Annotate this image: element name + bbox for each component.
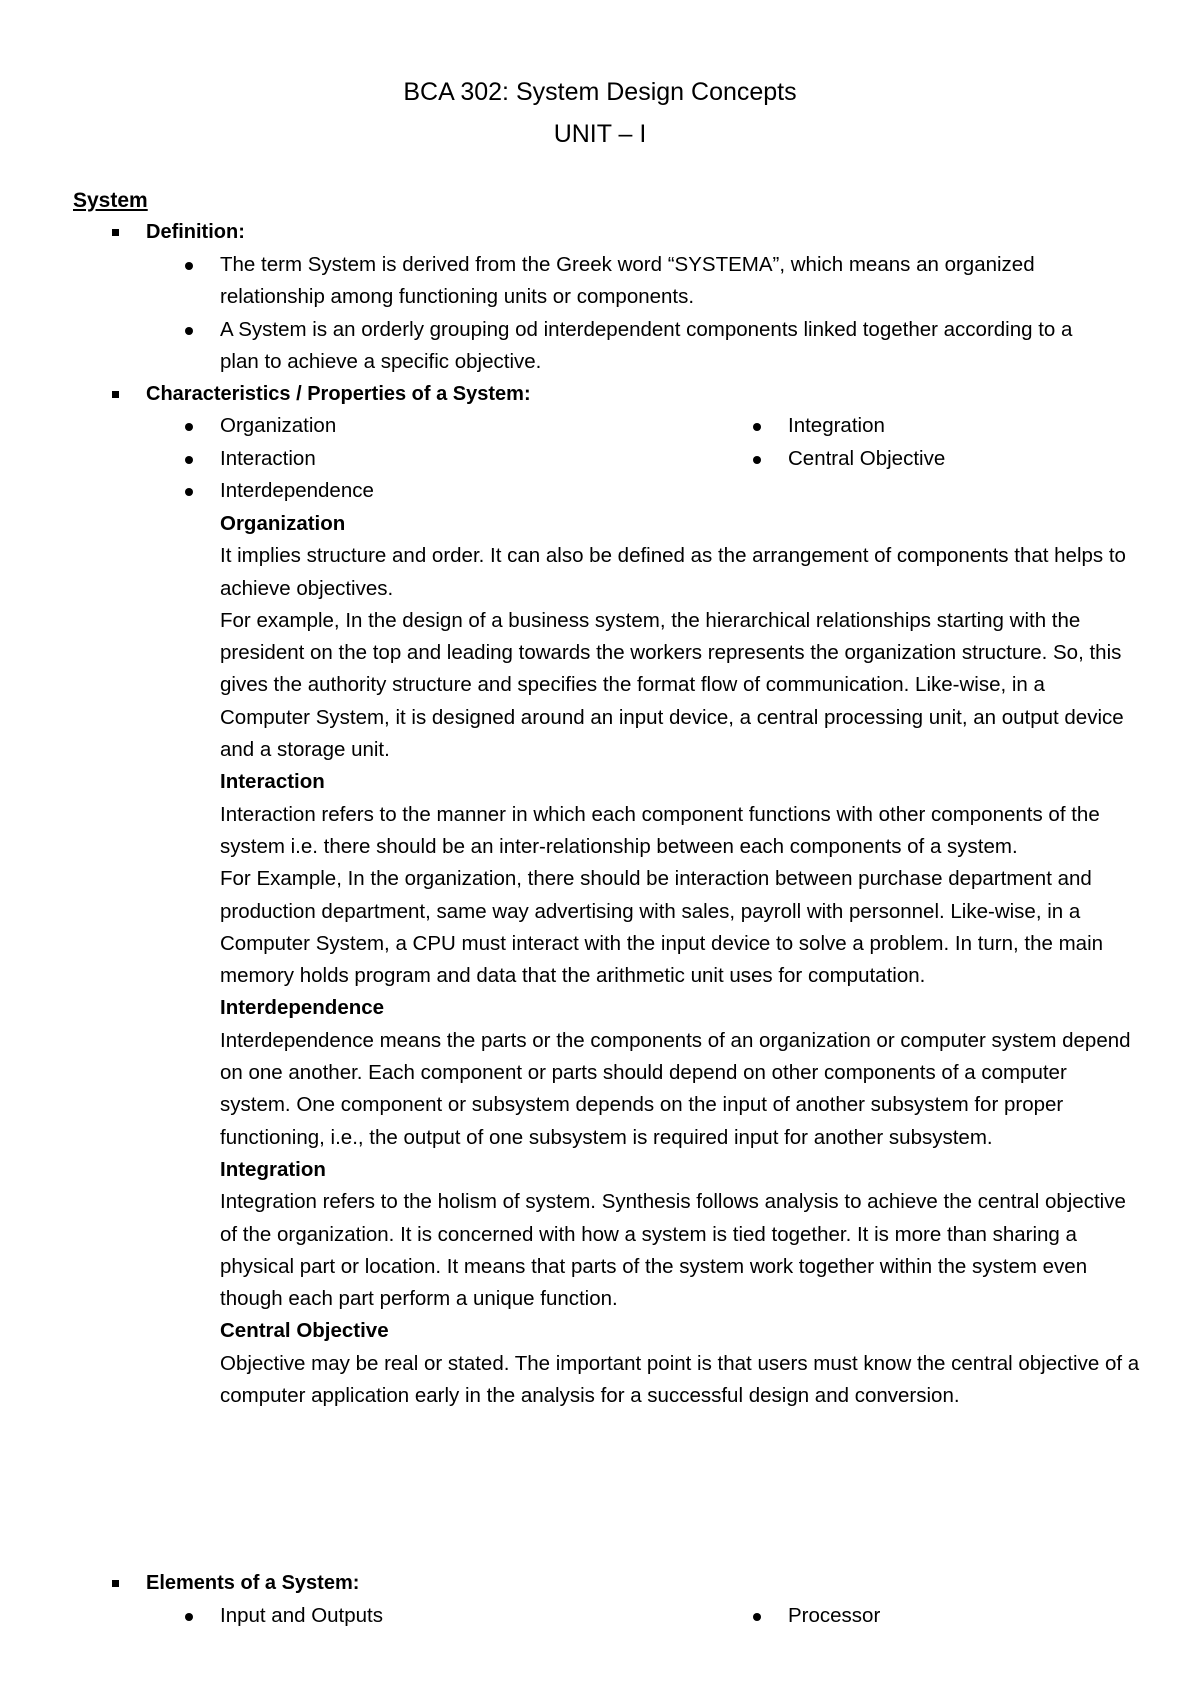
round-bullet-icon [185,423,193,431]
organization-paragraph-2: For example, In the design of a business system, the hierarchical relationships starting with the president on the top and leading towards the workers represents the organization structure. So, this gives the authority structure and specifies the format flow of communication. Like-wise, in a Computer System, it is designed around an input device, a central processing unit, an output device and a storage unit. [220,608,1124,762]
organization-heading: Organization [220,512,346,535]
central-objective-paragraph: Objective may be real or stated. The important point is that users must know the central objective of a computer application early in the analysis for a successful design and conversion. [220,1351,1140,1408]
round-bullet-icon [185,456,193,464]
integration-paragraph: Integration refers to the holism of system. Synthesis follows analysis to achieve the central objective of the organization. It is concerned with how a system is tied together. It is more than sharing a physical part or location. It means that parts of the system work together within the system even though each part perform a unique function. [220,1190,1126,1311]
interaction-paragraph-1: Interaction refers to the manner in which each component functions with other components of the system i.e. there should be an inter-relationship between each components of a system. [220,802,1100,858]
element-processor: Processor [788,1600,880,1633]
round-bullet-icon [753,456,761,464]
definition-item-1: The term System is derived from the Greek word “SYSTEMA”, which means an organized relationship among functioning units or components. [220,249,1090,314]
interaction-paragraph-2: For Example, In the organization, there should be interaction between purchase department and production department, same way advertising with sales, payroll with personnel. Like-wise, in a Computer System, a CPU must interact with the input device to solve a problem. In turn, the main memory holds program and data that the arithmetic unit uses for computation. [220,867,1104,988]
organization-paragraph-1: It implies structure and order. It can also be defined as the arrangement of components that helps to achieve objectives. [220,544,1126,600]
round-bullet-icon [185,1613,193,1621]
round-bullet-icon [753,1613,761,1621]
definition-item-2: A System is an orderly grouping od interdependent components linked together according to a plan to achieve a specific objective. [220,314,1090,379]
characteristic-interaction: Interaction [220,443,316,476]
round-bullet-icon [185,262,193,270]
interdependence-heading: Interdependence [220,996,385,1020]
characteristic-integration: Integration [788,410,885,443]
interdependence-paragraph: Interdependence means the parts or the components of an organization or computer system depend on one another. Each component or parts should depend on other components of a computer system. One component or subsystem depends on the input of another subsystem for proper functioning, i.e., the output of one subsystem is required input for another subsystem. [220,1028,1131,1149]
round-bullet-icon [185,488,193,496]
section-heading-system: System [73,189,148,212]
integration-heading: Integration [220,1157,326,1181]
document-page: BCA 302: System Design Concepts UNIT – I System Definition: The term System is derived from the Greek word “SYSTEMA”, which means an organized relationship among functioning units or components. A System is an orderly grouping od interdependent components linked together according to a plan to achieve a specific objective. Characteristics / Properties of a System: Organization Interaction Interdependence Integration Central Objective Organization It implies structure and order. It can also be defined as the arrangement of components that helps to achieve objectives. For example, In the design of a business system, the hierarchical relationships starting with the president on the top and leading towards the workers represents the organization structure. So, this gives the authority structure and specifies the format flow of communication. Like-wise, in a Computer System, it is designed around an input device, a central processing unit, an output device and a storage unit. Interaction Interaction refers to the manner in which each component functions with other components of the system i.e. there should be an inter-relationship between each components of a system. For Example, In the organization, there should be interaction between purchase department and production department, same way advertising with sales, payroll with personnel. Like-wise, in a Computer System, a CPU must interact with the input device to solve a problem. In turn, the main memory holds program and data that the arithmetic unit uses for computation. Interdependence Interdependence means the parts or the components of an organization or computer system depend on one another. Each component or parts should depend on other components of a computer system. One component or subsystem depends on the input of another subsystem for proper functioning, i.e., the output of one subsystem is required input for another subsystem. Integration Integration refers to the holism of system. Synthesis follows analysis to achieve the central objective of the organization. It is concerned with how a system is tied together. It is more than sharing a physical part or location. It means that parts of the system work together within the system even though each part perform a unique function. Central Objective Objective may be real or stated. The important point is that users must know the central objective of a computer application early in the analysis for a successful design and conversion. Elements of a System: Input and Outputs Processor [0,0,1200,1698]
round-bullet-icon [753,423,761,431]
characteristic-central-objective: Central Objective [788,443,945,476]
interaction-heading: Interaction [220,770,325,794]
square-bullet-icon [112,1580,119,1587]
central-objective-heading: Central Objective [220,1319,389,1343]
unit-title: UNIT – I [553,120,647,148]
square-bullet-icon [112,391,119,398]
characteristic-organization: Organization [220,410,336,443]
document-title: BCA 302: System Design Concepts [403,78,797,106]
square-bullet-icon [112,229,119,236]
round-bullet-icon [185,327,193,335]
characteristics-body [220,508,1140,1412]
characteristic-interdependence: Interdependence [220,475,374,508]
element-input-outputs: Input and Outputs [220,1600,383,1633]
